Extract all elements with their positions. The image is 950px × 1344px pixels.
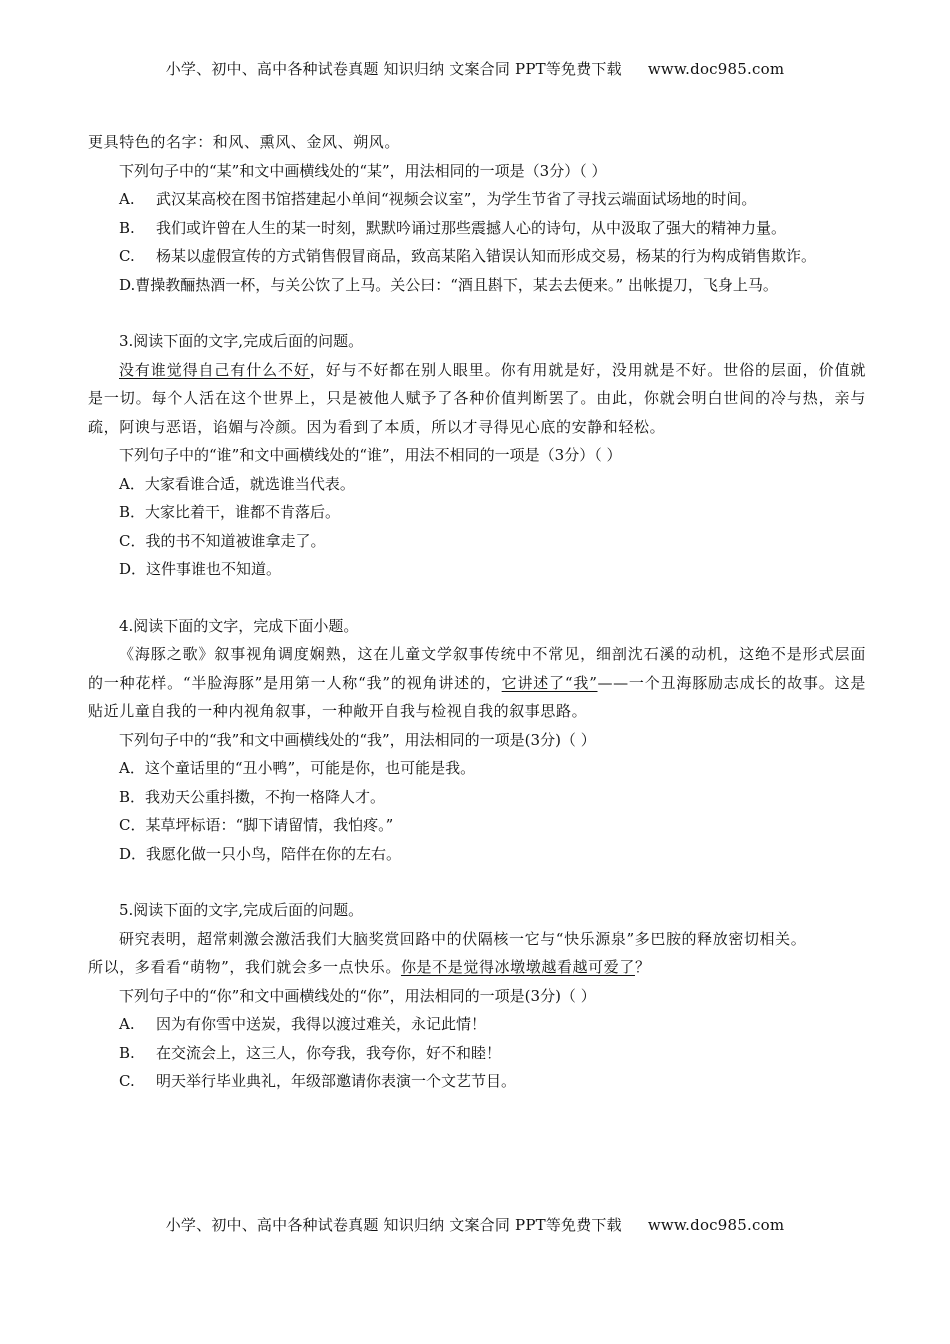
q5-passage-b: 所以，多看看“萌物”，我们就会多一点快乐。你是不是觉得冰墩墩越看越可爱了？ [88, 958, 651, 976]
q3-question: 下列句子中的“谁”和文中画横线处的“谁”，用法不相同的一项是（3分）（ ） [119, 446, 622, 464]
q2-option-d: D.曹操教酾热酒一杯，与关公饮了上马。关公曰：“酒且斟下，某去去便来。” 出帐提刀，飞身上马。 [119, 275, 778, 294]
footer-url[interactable]: www.doc985.com [647, 1216, 785, 1234]
q2-option-b: B. 我们或许曾在人生的某一时刻，默默吟诵过那些震撼人心的诗句，从中汲取了强大的精神力量。 [119, 218, 787, 237]
page-footer [0, 1214, 950, 1235]
footer-text: 小学、初中、高中各种试卷真题 知识归纳 文案合同 PPT等免费下载 [165, 1216, 622, 1234]
q3-title: 3.阅读下面的文字,完成后面的问题。 [119, 332, 364, 350]
q5-option-c: C. 明天举行毕业典礼，年级部邀请你表演一个文艺节目。 [119, 1072, 517, 1090]
q4-option-a: A．这个童话里的“丑小鸭”，可能是你，也可能是我。 [119, 759, 476, 777]
q5-underlined-text: 你是不是觉得冰墩墩越看越可爱了 [400, 958, 635, 976]
header-url[interactable]: www.doc985.com [647, 60, 785, 78]
q2-passage-tail: 更具特色的名字：和风、熏风、金风、朔风。 [88, 133, 401, 151]
q2-question: 下列句子中的“某”和文中画横线处的“某”，用法相同的一项是（3分）（ ） [119, 161, 607, 180]
q4-option-c: C．某草坪标语：“脚下请留情，我怕疼。” [119, 816, 394, 834]
q4-option-b: B．我劝天公重抖擞，不拘一格降人才。 [119, 787, 386, 806]
q5-passage-a: 研究表明，超常刺激会激活我们大脑奖赏回路中的伏隔核一它与“快乐源泉”多巴胺的释放密切相关。 [119, 929, 807, 948]
q4-title: 4.阅读下面的文字，完成下面小题。 [119, 616, 359, 635]
q3-option-c: C．我的书不知道被谁拿走了。 [119, 531, 326, 550]
q5-option-a: A. 因为有你雪中送炭，我得以渡过难关，永记此情！ [119, 1015, 487, 1033]
q5-option-b: B. 在交流会上，这三人，你夸我，我夸你，好不和睦！ [119, 1043, 502, 1062]
q2-option-c: C. 杨某以虚假宣传的方式销售假冒商品，致高某陷入错误认知而形成交易，杨某的行为构成销售欺诈。 [119, 247, 817, 265]
q5-title: 5.阅读下面的文字,完成后面的问题。 [119, 901, 364, 919]
q2-option-a: A. 武汉某高校在图书馆搭建起小单间“视频会议室”，为学生节省了寻找云端面试场地的时间。 [119, 190, 757, 208]
q5-question: 下列句子中的“你”和文中画横线处的“你”，用法相同的一项是(3分)（ ） [119, 986, 596, 1005]
q4-passage: 《海豚之歌》叙事视角调度娴熟，这在儿童文学叙事传统中不常见，细剖沈石溪的动机，这绝不是形式层面的一种花样。“半脸海豚”是用第一人称“我”的视角讲述的，它讲述了“我”——一个丑海豚励志成长的故事。这是贴近儿童自我的一种内视角叙事，一种敞开自我与检视自我的叙事思路。 [88, 645, 866, 720]
q3-option-b: B．大家比着干，谁都不肯落后。 [119, 503, 341, 521]
q4-option-d: D．我愿化做一只小鸟，陪伴在你的左右。 [119, 844, 402, 863]
page-header [0, 58, 950, 79]
q3-passage: 没有谁觉得自己有什么不好，好与不好都在别人眼里。你有用就是好，没用就是不好。世俗的层面，价值就是一切。每个人活在这个世界上，只是被他人赋予了各种价值判断罢了。由此，你就会明白世间的冷与热，亲与疏，阿谀与恶语，谄媚与冷颜。因为看到了本质，所以才寻得见心底的安静和轻松。 [88, 360, 866, 436]
document-body [88, 128, 866, 1096]
q3-option-d: D．这件事谁也不知道。 [119, 560, 282, 578]
q3-option-a: A．大家看谁合适，就选谁当代表。 [119, 474, 355, 493]
q4-question: 下列句子中的“我”和文中画横线处的“我”，用法相同的一项是(3分)（ ） [119, 730, 596, 749]
q3-underlined-text: 没有谁觉得自己有什么不好 [119, 360, 310, 379]
header-text: 小学、初中、高中各种试卷真题 知识归纳 文案合同 PPT等免费下载 [165, 60, 622, 78]
q4-underlined-text: 它讲述了“我” [501, 673, 598, 692]
